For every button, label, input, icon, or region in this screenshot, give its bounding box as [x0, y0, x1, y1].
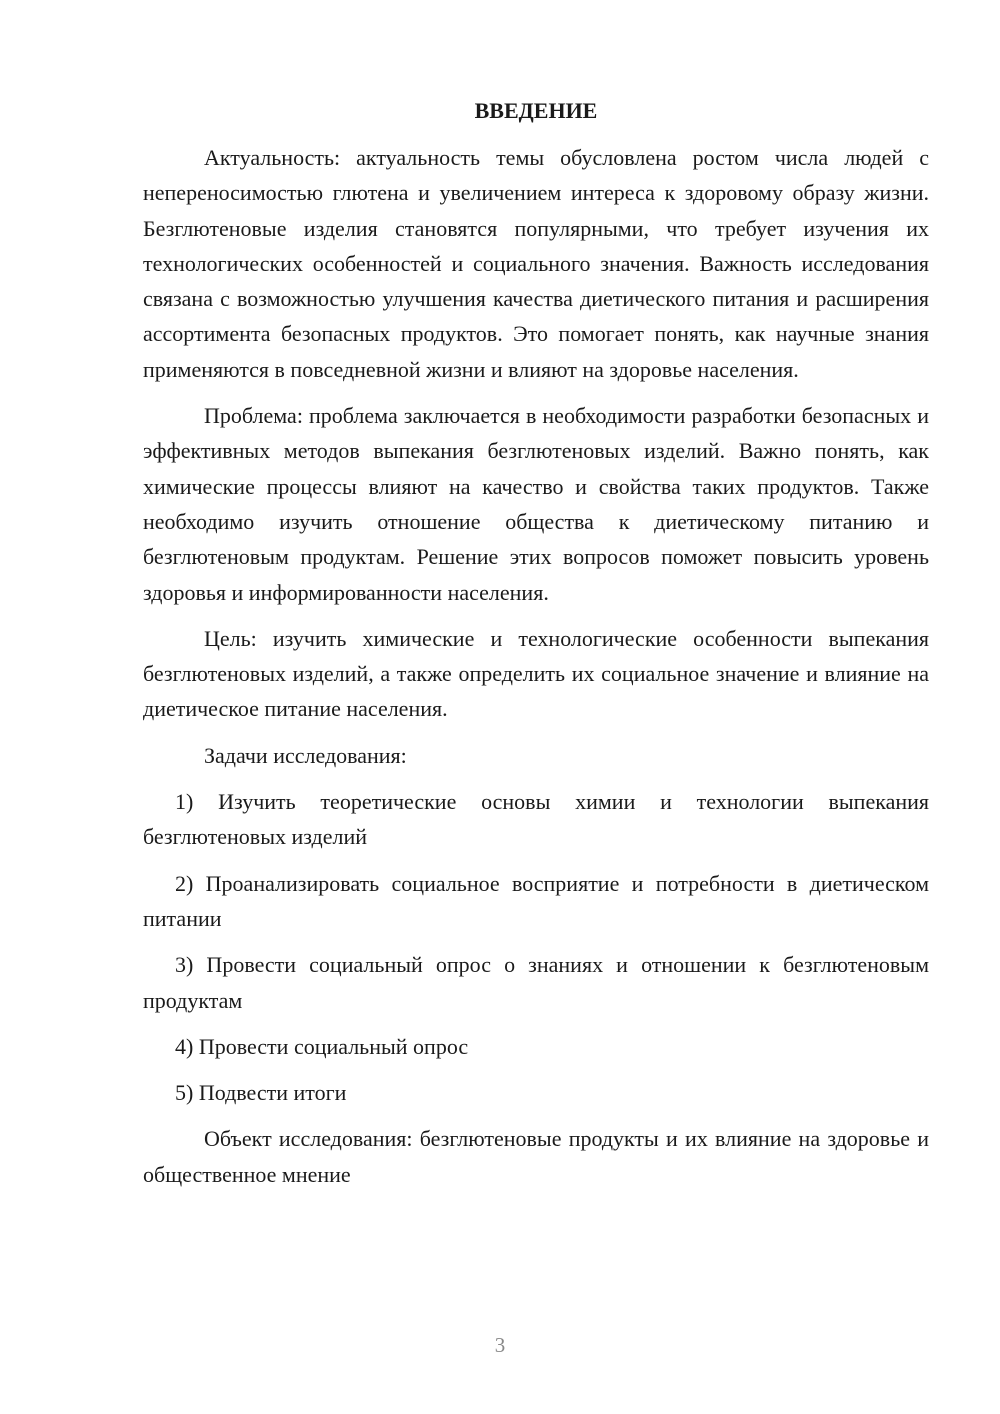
task-item-5: 5) Подвести итоги: [175, 1080, 347, 1106]
task-item-4: 4) Провести социальный опрос: [175, 1033, 469, 1059]
paragraph-object: Объект исследования: безглютеновые продукты и их влияние на здоровье и общественное мнение: [143, 1126, 929, 1187]
tasks-heading: Задачи исследования:: [204, 742, 407, 768]
task-item-3: 3) Провести социальный опрос о знаниях и отношении к безглютеновым продуктам: [143, 952, 929, 1013]
paragraph-problem: Проблема: проблема заключается в необходимости разработки безопасных и эффективных методов выпекания безглютеновых изделий. Важно понять, как химические процессы влияют на качество и свойства таких продуктов. Также необходимо изучить отношение общества к диетическому питанию и безглютеновым продуктам. Решение этих вопросов поможет повысить уровень здоровья и информированности населения.: [143, 403, 929, 605]
paragraph-goal: Цель: изучить химические и технологические особенности выпекания безглютеновых изделий, а также определить их социальное значение и влияние на диетическое питание населения.: [143, 625, 929, 722]
page-content: [143, 94, 929, 1192]
page-number: 3: [494, 1333, 506, 1357]
paragraph-relevance: Актуальность: актуальность темы обусловлена ростом числа людей с непереносимостью глютена и увеличением интереса к здоровому образу жизни. Безглютеновые изделия становятся популярными, что требует изучения их технологических особенностей и социального значения. Важность исследования связана с возможностью улучшения качества диетического питания и расширения ассортимента безопасных продуктов. Это помогает понять, как научные знания применяются в повседневной жизни и влияют на здоровье населения.: [143, 145, 929, 382]
task-item-2: 2) Проанализировать социальное восприятие и потребности в диетическом питании: [143, 870, 929, 931]
page-title: ВВЕДЕНИЕ: [474, 98, 598, 123]
task-item-1: 1) Изучить теоретические основы химии и технологии выпекания безглютеновых изделий: [143, 789, 929, 850]
